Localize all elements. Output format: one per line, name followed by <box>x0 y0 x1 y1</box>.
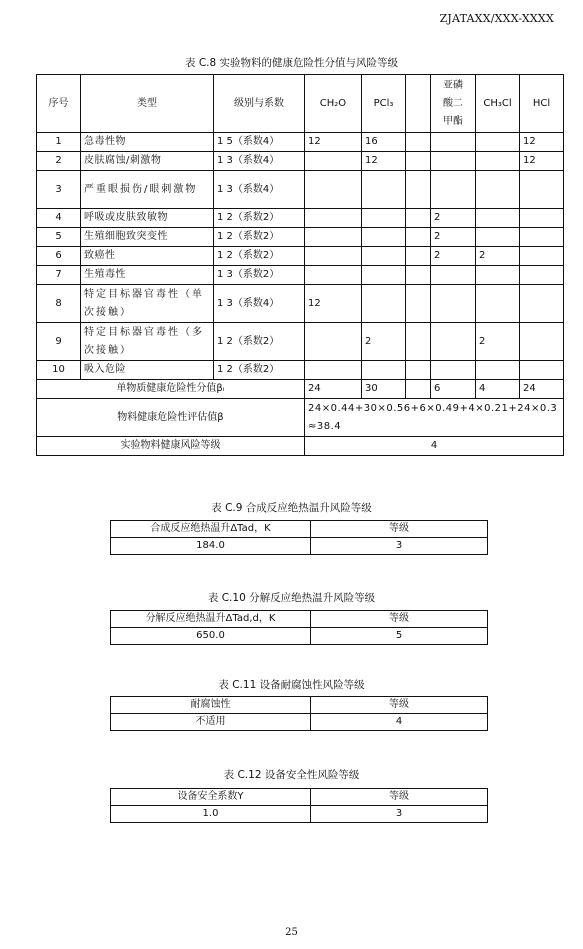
table-cell: 12 <box>305 285 362 323</box>
table-cell <box>520 171 564 209</box>
table-cell <box>406 171 431 209</box>
value-cell: 650.0 <box>111 628 311 645</box>
table-cell <box>305 171 362 209</box>
table-cell <box>406 361 431 380</box>
single-score-label: 单物质健康危险性分值βᵢ <box>37 380 305 399</box>
header-cell: 等级 <box>311 521 488 538</box>
header-cell: 分解反应绝热温升ΔTad,d，K <box>111 611 311 628</box>
table-cell: 1 2（系数2） <box>214 209 305 228</box>
document-code: ZJATAXX/XXX-XXXX <box>439 12 554 25</box>
single-score-cell: 24 <box>305 380 362 399</box>
table-cell <box>305 323 362 361</box>
header-cell: 序号 <box>37 75 81 133</box>
table-cell <box>431 133 476 152</box>
table-cell <box>520 228 564 247</box>
table-cell: 12 <box>520 133 564 152</box>
table-cell: 1 2（系数2） <box>214 323 305 361</box>
table-cell <box>520 247 564 266</box>
table-cell <box>406 285 431 323</box>
header-cell: 亚磷酸二甲酯 <box>431 75 476 133</box>
table-cell: 特定目标器官毒性（单次接触） <box>81 285 214 323</box>
value-cell: 4 <box>311 714 488 731</box>
table-cell <box>406 228 431 247</box>
table-row <box>37 266 564 285</box>
table-cell <box>406 247 431 266</box>
table-cell <box>520 361 564 380</box>
table-cell <box>406 209 431 228</box>
table-cell: 1 5（系数4） <box>214 133 305 152</box>
table-cell <box>362 361 406 380</box>
table-cell: 2 <box>431 228 476 247</box>
single-score-cell <box>406 380 431 399</box>
eval-formula: 24×0.44+30×0.56+6×0.49+4×0.21+24×0.3≈38.4 <box>305 399 564 437</box>
table-c8 <box>36 74 564 456</box>
table-row <box>37 171 564 209</box>
table-cell <box>406 152 431 171</box>
table-cell <box>362 171 406 209</box>
table-cell: 4 <box>37 209 81 228</box>
table-cell <box>431 323 476 361</box>
table-cell <box>305 266 362 285</box>
header-cell: HCl <box>520 75 564 133</box>
table-cell <box>431 171 476 209</box>
table-cell <box>431 266 476 285</box>
table-cell: 9 <box>37 323 81 361</box>
header-cell: 等级 <box>311 697 488 714</box>
table-cell: 5 <box>37 228 81 247</box>
table-cell <box>362 209 406 228</box>
table-cell <box>305 152 362 171</box>
table-cell <box>305 247 362 266</box>
table-cell: 1 <box>37 133 81 152</box>
table-cell <box>476 361 520 380</box>
table-c9-caption: 表 C.9 合成反应绝热温升风险等级 <box>211 502 372 514</box>
table-cell: 2 <box>431 247 476 266</box>
table-cell: 1 2（系数2） <box>214 228 305 247</box>
value-cell: 3 <box>311 538 488 555</box>
table-row <box>37 152 564 171</box>
table-cell <box>305 361 362 380</box>
header-cell: PCl₃ <box>362 75 406 133</box>
table-cell <box>305 209 362 228</box>
table-cell: 急毒性物 <box>81 133 214 152</box>
table-cell: 1 2（系数2） <box>214 361 305 380</box>
table-cell <box>520 285 564 323</box>
table-c9 <box>110 520 488 555</box>
table-cell: 1 3（系数4） <box>214 171 305 209</box>
table-cell: 10 <box>37 361 81 380</box>
table-row <box>37 247 564 266</box>
table-cell: 12 <box>305 133 362 152</box>
table-c11 <box>110 696 488 731</box>
table-row <box>37 323 564 361</box>
single-score-cell: 24 <box>520 380 564 399</box>
value-cell: 不适用 <box>111 714 311 731</box>
table-cell: 1 3（系数4） <box>214 285 305 323</box>
table-cell: 特定目标器官毒性（多次接触） <box>81 323 214 361</box>
table-cell: 生殖毒性 <box>81 266 214 285</box>
table-cell: 12 <box>362 152 406 171</box>
table-c12 <box>110 788 488 823</box>
table-cell: 12 <box>520 152 564 171</box>
table-cell <box>476 228 520 247</box>
table-cell <box>520 323 564 361</box>
header-cell: 级别与系数 <box>214 75 305 133</box>
table-cell <box>406 133 431 152</box>
table-cell: 6 <box>37 247 81 266</box>
risk-label: 实验物料健康风险等级 <box>37 437 305 456</box>
table-cell: 严重眼损伤/眼刺激物 <box>81 171 214 209</box>
header-cell: 设备安全系数Y <box>111 789 311 806</box>
table-cell <box>406 266 431 285</box>
table-cell: 致癌性 <box>81 247 214 266</box>
table-cell <box>476 285 520 323</box>
table-cell: 2 <box>362 323 406 361</box>
table-c12-caption: 表 C.12 设备安全性风险等级 <box>223 769 360 781</box>
value-cell: 1.0 <box>111 806 311 823</box>
table-cell: 1 2（系数2） <box>214 247 305 266</box>
table-cell: 1 3（系数4） <box>214 152 305 171</box>
table-cell: 呼吸或皮肤致敏物 <box>81 209 214 228</box>
table-cell <box>520 266 564 285</box>
table-cell: 2 <box>431 209 476 228</box>
table-cell <box>476 152 520 171</box>
table-cell: 8 <box>37 285 81 323</box>
page-number: 25 <box>285 927 298 938</box>
table-cell <box>362 266 406 285</box>
table-row <box>37 361 564 380</box>
table-cell <box>476 209 520 228</box>
table-cell <box>476 171 520 209</box>
table-row <box>37 209 564 228</box>
single-score-cell: 4 <box>476 380 520 399</box>
table-cell: 吸入危险 <box>81 361 214 380</box>
table-cell: 1 3（系数2） <box>214 266 305 285</box>
table-row <box>37 285 564 323</box>
table-cell <box>431 285 476 323</box>
header-cell: 耐腐蚀性 <box>111 697 311 714</box>
table-c8-caption: 表 C.8 实验物料的健康危险性分值与风险等级 <box>184 57 399 69</box>
table-row <box>37 133 564 152</box>
single-score-cell: 30 <box>362 380 406 399</box>
table-cell <box>431 361 476 380</box>
table-cell: 2 <box>476 323 520 361</box>
table-cell <box>476 133 520 152</box>
table-cell: 3 <box>37 171 81 209</box>
header-cell: 类型 <box>81 75 214 133</box>
table-cell: 生殖细胞致突变性 <box>81 228 214 247</box>
value-cell: 5 <box>311 628 488 645</box>
value-cell: 3 <box>311 806 488 823</box>
table-cell: 16 <box>362 133 406 152</box>
table-cell <box>431 152 476 171</box>
table-cell <box>362 247 406 266</box>
header-cell <box>406 75 431 133</box>
header-cell: CH₂O <box>305 75 362 133</box>
table-cell <box>305 228 362 247</box>
table-cell <box>362 228 406 247</box>
header-cell: 等级 <box>311 611 488 628</box>
table-row <box>37 228 564 247</box>
table-c10 <box>110 610 488 645</box>
header-cell: 等级 <box>311 789 488 806</box>
table-cell: 2 <box>476 247 520 266</box>
table-c11-caption: 表 C.11 设备耐腐蚀性风险等级 <box>218 679 365 691</box>
table-cell: 皮肤腐蚀/刺激物 <box>81 152 214 171</box>
header-cell: CH₃Cl <box>476 75 520 133</box>
single-score-cell: 6 <box>431 380 476 399</box>
risk-value: 4 <box>305 437 564 456</box>
table-cell <box>476 266 520 285</box>
table-cell <box>520 209 564 228</box>
table-cell: 7 <box>37 266 81 285</box>
eval-label: 物料健康危险性评估值β <box>37 399 305 437</box>
table-cell: 2 <box>37 152 81 171</box>
table-c10-caption: 表 C.10 分解反应绝热温升风险等级 <box>207 592 376 604</box>
table-cell <box>406 323 431 361</box>
value-cell: 184.0 <box>111 538 311 555</box>
header-cell: 合成反应绝热温升ΔTad，K <box>111 521 311 538</box>
table-cell <box>362 285 406 323</box>
